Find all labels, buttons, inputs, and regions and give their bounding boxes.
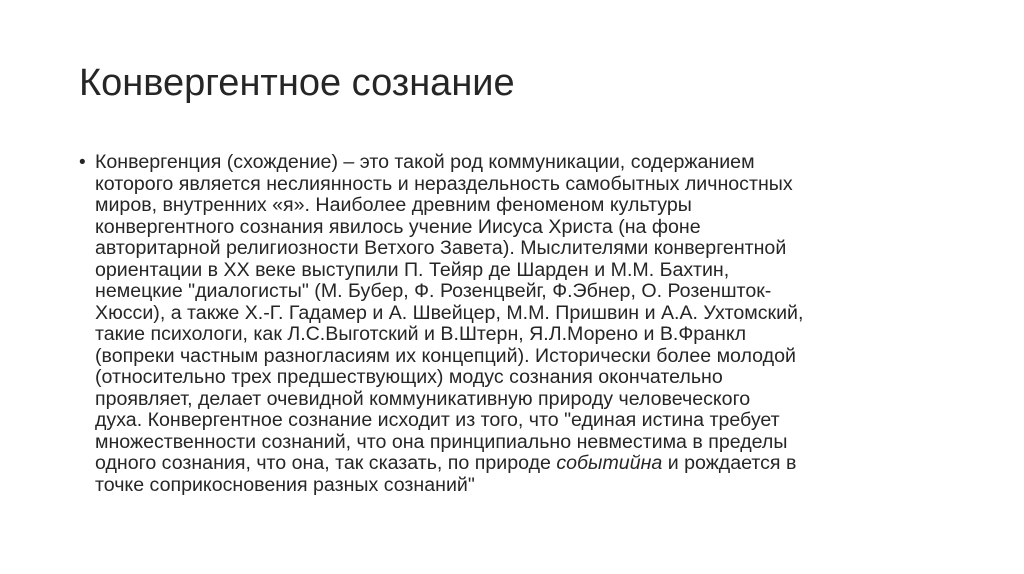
body-line-15-end: и рождается в [662, 452, 797, 474]
body-line-1: Конвергенция (схождение) – это такой род коммуникации, содержанием [95, 151, 755, 173]
slide-title: Конвергентное сознание [79, 62, 515, 104]
slide-body [79, 152, 959, 496]
body-line-2: которого является неслиянность и нераздельность самобытных личностных [95, 172, 793, 195]
body-line-7: немецкие "диалогисты" (М. Бубер, Ф. Розенцвейг, Ф.Эбнер, О. Розеншток- [95, 280, 772, 302]
body-line-16: точке соприкосновения разных сознаний" [95, 473, 475, 496]
body-line-11: (относительно трех предшествующих) модус сознания окончательно [95, 366, 723, 388]
body-line-6: ориентации в ХХ веке выступили П. Тейяр де Шарден и М.М. Бахтин, [95, 258, 730, 281]
bullet-icon: • [79, 152, 86, 173]
italic-word: событийна [556, 452, 663, 474]
body-line-9: такие психологи, как Л.С.Выготский и В.Штерн, Я.Л.Морено и В.Франкл [95, 323, 747, 345]
body-line-10: (вопреки частным разногласиям их концепций). Исторически более молодой [95, 344, 796, 367]
body-line-4: конвергентного сознания явилось учение Иисуса Христа (на фоне [95, 215, 701, 238]
bullet-item [79, 152, 959, 496]
body-line-5: авторитарной религиозности Ветхого Завета). Мыслителями конвергентной [95, 237, 787, 259]
body-line-13: духа. Конвергентное сознание исходит из того, что "единая истина требует [95, 409, 780, 431]
body-line-12: проявляет, делает очевидной коммуникативную природу человеческого [95, 387, 751, 410]
body-line-14: множественности сознаний, что она принципиально невместима в пределы [95, 430, 788, 453]
body-line-3: миров, внутренних «я». Наиболее древним феноменом культуры [95, 194, 692, 216]
body-line-8: Хюсси), а также Х.-Г. Гадамер и А. Швейцер, М.М. Пришвин и А.А. Ухтомский, [95, 301, 804, 324]
body-line-15 [95, 453, 959, 475]
body-line-15-start: одного сознания, что она, так сказать, по природе [95, 452, 557, 474]
